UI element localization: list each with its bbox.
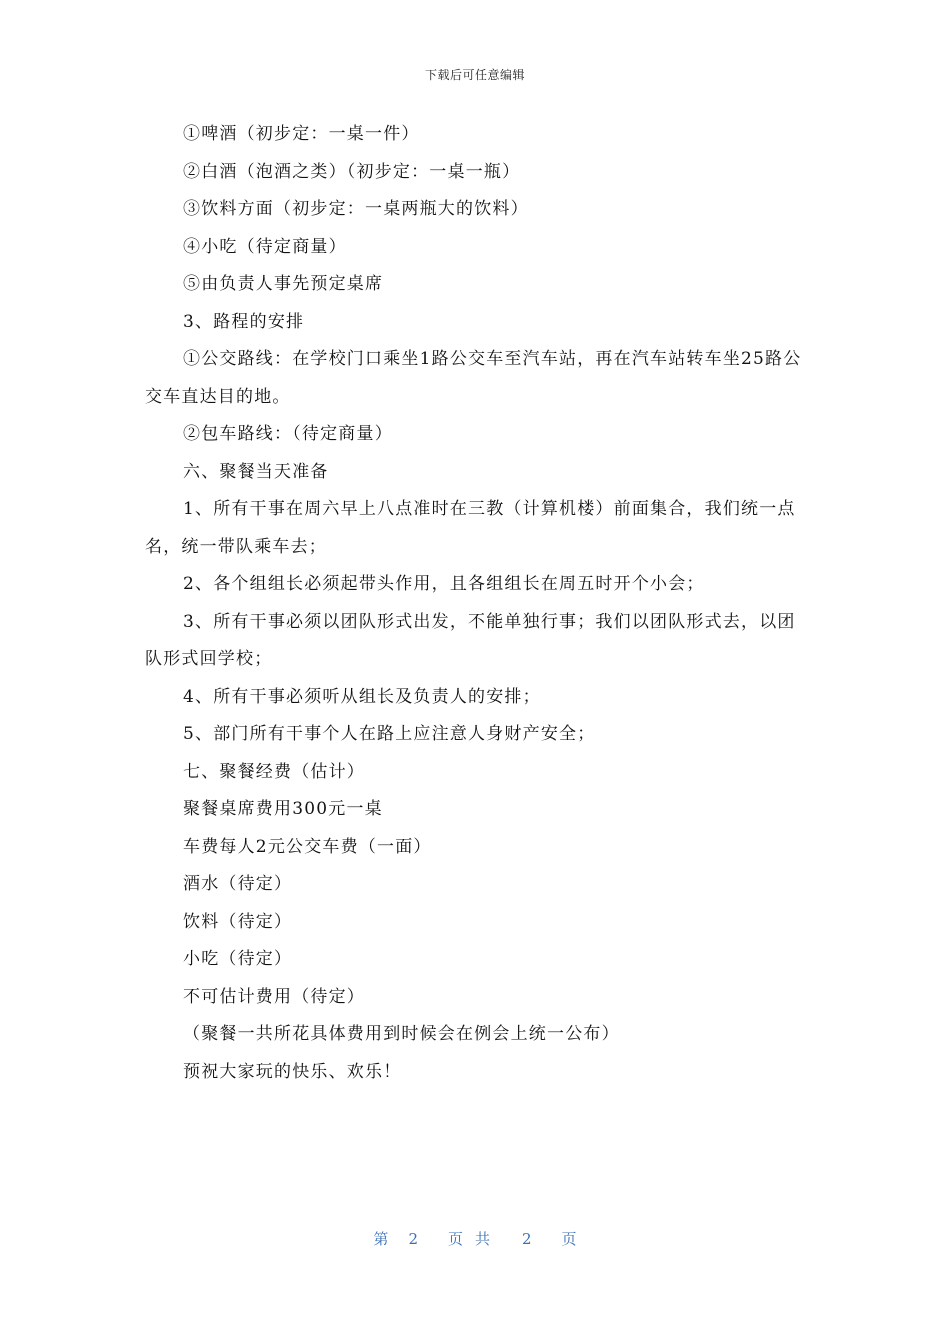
budget-table-cost: 聚餐桌席费用300元一桌 xyxy=(183,799,383,819)
closing-wish: 预祝大家玩的快乐、欢乐！ xyxy=(183,1061,402,1082)
budget-snacks: 小吃（待定） xyxy=(183,949,293,969)
paragraph-bus-route: ①公交路线：在学校门口乘坐1路公交车至汽车站，再在汽车站转车坐25路公交车直达目的地。 xyxy=(145,349,802,407)
paragraph-prep-1: 1、所有干事在周六早上八点准时在三教（计算机楼）前面集合，我们统一点名，统一带队乘车去； xyxy=(145,499,796,557)
footer-total-pages: 2 xyxy=(522,1230,532,1248)
paragraph-prep-2: 2、各个组组长必须起带头作用，且各组组长在周五时开个小会； xyxy=(183,574,705,594)
paragraph-prep-4: 4、所有干事必须听从组长及负责人的安排； xyxy=(183,686,541,707)
paragraph-charter-route: ②包车路线：（待定商量） xyxy=(183,424,393,444)
document-body xyxy=(145,116,807,1091)
footer-suffix: 页 xyxy=(561,1230,577,1248)
section-route-heading: 3、路程的安排 xyxy=(183,311,305,332)
paragraph-drinks: ③饮料方面（初步定：一桌两瓶大的饮料） xyxy=(183,199,529,219)
footer-current-page: 2 xyxy=(408,1230,418,1248)
budget-note: （聚餐一共所花具体费用到时候会在例会上统一公布） xyxy=(183,1024,620,1044)
section-day-preparation-heading: 六、聚餐当天准备 xyxy=(183,461,329,482)
footer-prefix: 第 xyxy=(373,1230,389,1248)
paragraph-reservation: ⑤由负责人事先预定桌席 xyxy=(183,274,384,294)
paragraph-prep-5: 5、部门所有干事个人在路上应注意人身财产安全； xyxy=(183,724,596,744)
paragraph-beer: ①啤酒（初步定：一桌一件） xyxy=(183,124,420,144)
page-footer xyxy=(0,1228,950,1249)
budget-alcohol: 酒水（待定） xyxy=(183,874,293,894)
budget-unestimated: 不可估计费用（待定） xyxy=(183,986,365,1007)
section-budget-heading: 七、聚餐经费（估计） xyxy=(183,761,365,782)
footer-middle: 页共 xyxy=(447,1230,502,1248)
page-header: 下载后可任意编辑 xyxy=(424,68,525,82)
paragraph-liquor: ②白酒（泡酒之类）（初步定：一桌一瓶） xyxy=(183,161,521,182)
budget-bus-fare: 车费每人2元公交车费（一面） xyxy=(183,836,432,857)
budget-drinks: 饮料（待定） xyxy=(183,911,293,932)
paragraph-snacks: ④小吃（待定商量） xyxy=(183,236,347,257)
paragraph-prep-3: 3、所有干事必须以团队形式出发，不能单独行事；我们以团队形式去，以团队形式回学校； xyxy=(145,611,796,669)
